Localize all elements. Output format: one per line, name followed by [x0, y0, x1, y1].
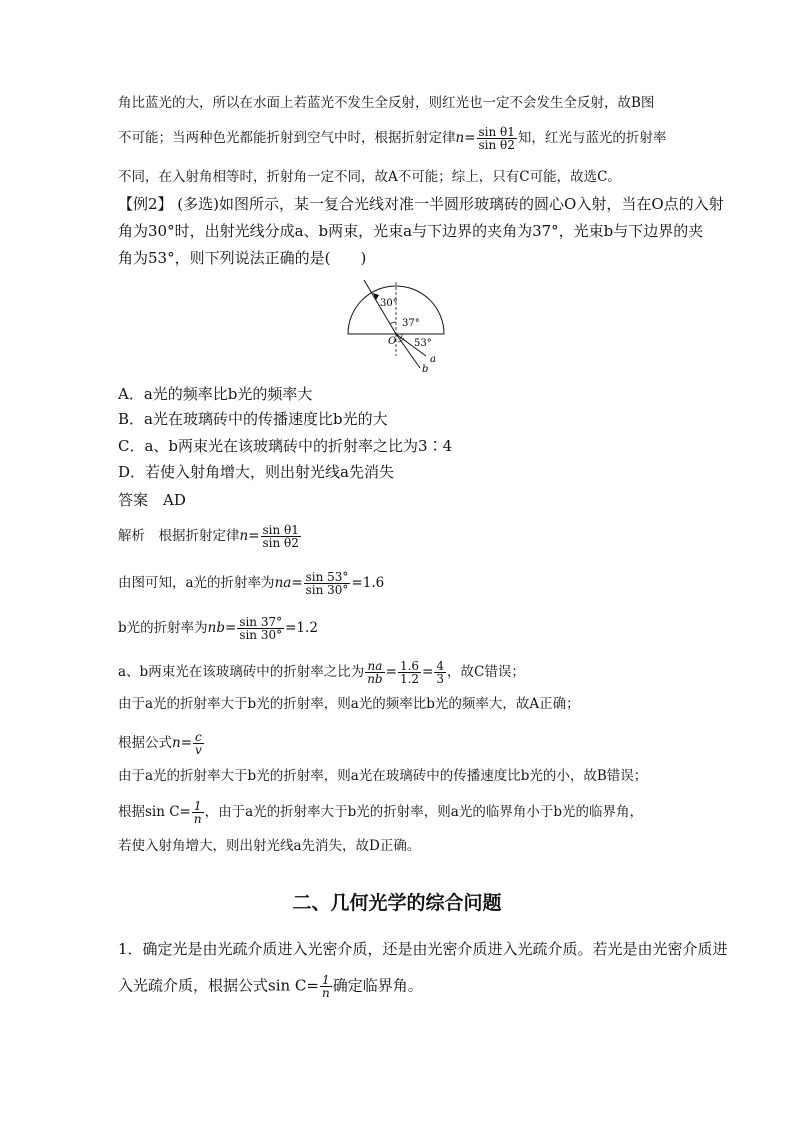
- analysis-line: b光的折射率为nb= $\frac{\sin 37^\circ}{\sin 30^\circ}$ =1.2: [118, 615, 318, 642]
- answer-line: 答案 AD: [118, 491, 186, 509]
- angle-label: 53°: [414, 338, 432, 349]
- fraction: $\frac{1.6}{1.2}$: [399, 659, 420, 686]
- example-line: 角为30°时，出射光线分成a、b两束，光束a与下边界的夹角为37°，光束b与下边界的夹: [118, 222, 704, 240]
- text-line: 不同，在入射角相等时，折射角一定不同，故A不可能；综上，只有C可能，故选C。: [118, 169, 621, 185]
- analysis-line: 根据公式n= $\frac{c}{v}$: [118, 730, 202, 757]
- angle-label: 30°: [380, 298, 398, 309]
- analysis-line: 解析 根据折射定律n= $\frac{\text{sin θ1}}{\text{sin θ2}}$: [118, 523, 299, 550]
- analysis-line: a、b两束光在该玻璃砖中的折射率之比为 $\frac{na}{nb}$ = $\frac{1.6}{1.2}$ = $\frac{4}{3}$ ，故C错误；: [118, 659, 525, 686]
- ray-label: b: [422, 364, 429, 375]
- ray-label: a: [430, 354, 436, 365]
- fraction: $\frac{\text{sin θ1}}{\text{sin θ2}}$: [262, 523, 299, 550]
- section-heading: 二、几何光学的综合问题: [292, 892, 502, 914]
- text-line: 不可能；当两种色光都能折射到空气中时，根据折射定律n= $\frac{\text{sin θ1}}{\text{sin θ2}}$ 知，红光与蓝光的折射率: [118, 125, 667, 152]
- fraction: $\frac{c}{v}$: [195, 730, 202, 757]
- analysis-line: 由图可知，a光的折射率为na= $\frac{\sin 53^\circ}{\sin 30^\circ}$ =1.6: [118, 570, 385, 597]
- fraction: $\frac{4}{3}$: [436, 659, 444, 686]
- section-paragraph-line: 1．确定光是由光疏介质进入光密介质，还是由光密介质进入光疏介质。若光是由光密介质进: [118, 940, 728, 958]
- fraction: $\frac{1}{n}$: [321, 973, 330, 1000]
- fraction: $\frac{1}{n}$: [193, 799, 202, 826]
- text-line: 角比蓝光的大，所以在水面上若蓝光不发生全反射，则红光也一定不会发生全反射，故B图: [118, 95, 655, 111]
- section-paragraph-line: 入光疏介质，根据公式sin C= $\frac{1}{n}$ 确定临界角。: [118, 973, 423, 1000]
- option-c: C．a、b两束光在该玻璃砖中的折射率之比为3∶4: [118, 437, 453, 455]
- option-a: A．a光的频率比b光的频率大: [118, 385, 313, 403]
- example-line: 角为53°，则下列说法正确的是( ): [118, 249, 367, 267]
- analysis-line: 由于a光的折射率大于b光的折射率，则a光在玻璃砖中的传播速度比b光的小，故B错误；: [118, 768, 648, 784]
- fraction: $\frac{\text{sin θ1}}{\text{sin θ2}}$: [478, 125, 515, 152]
- fraction: $\frac{\sin 37^\circ}{\sin 30^\circ}$: [239, 615, 283, 642]
- angle-label: 37°: [402, 318, 420, 329]
- option-b: B．a光在玻璃砖中的传播速度比b光的大: [118, 410, 388, 428]
- center-label: O: [388, 336, 397, 347]
- option-d: D．若使入射角增大，则出射光线a先消失: [118, 463, 394, 481]
- analysis-line: 若使入射角增大，则出射光线a先消失，故D正确。: [118, 838, 421, 854]
- analysis-line: 根据sin C= $\frac{1}{n}$ ，由于a光的折射率大于b光的折射率，则a光的临界角小于b光的临界角，: [118, 799, 643, 826]
- fraction: $\frac{\sin 53^\circ}{\sin 30^\circ}$: [305, 570, 349, 597]
- fraction: $\frac{na}{nb}$: [367, 659, 383, 686]
- example-line: 【例2】 (多选)如图所示，某一复合光线对准一半圆形玻璃砖的圆心O入射，当在O点的入射: [118, 195, 724, 213]
- semicircle-glass-figure: [340, 276, 460, 376]
- analysis-line: 由于a光的折射率大于b光的折射率，则a光的频率比b光的频率大，故A正确；: [118, 696, 580, 712]
